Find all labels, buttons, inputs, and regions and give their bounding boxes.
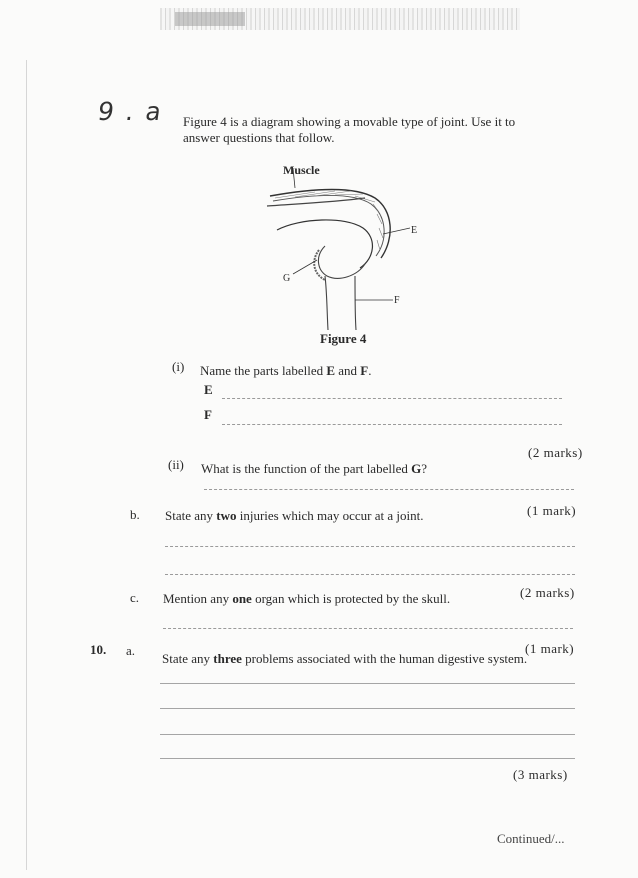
part-c-marks: (1 mark) xyxy=(525,641,575,656)
question-10-text xyxy=(162,651,527,667)
part-b-bold: two xyxy=(216,508,237,523)
figure-caption: Figure 4 xyxy=(320,331,367,346)
question-10-marks: (3 marks) xyxy=(513,767,568,782)
footer-continued: Continued/... xyxy=(497,831,565,846)
answer-line-10-3[interactable] xyxy=(160,734,575,735)
figure-label-e: E xyxy=(411,225,418,236)
answer-label-f: F xyxy=(204,407,212,422)
page-edge-shadow xyxy=(26,60,27,870)
q10-text-a: State any xyxy=(162,651,214,666)
answer-line-10-2[interactable] xyxy=(160,708,575,709)
question-10-number: 10. xyxy=(90,642,107,657)
part-i-text: Name the parts labelled xyxy=(200,363,327,378)
answer-line-part-ii[interactable] xyxy=(204,489,574,490)
part-i-bold-e: E xyxy=(326,363,336,378)
part-i-end: . xyxy=(368,363,372,378)
part-b-question xyxy=(165,508,424,524)
part-b-text-b: injuries which may occur at a joint. xyxy=(236,508,424,523)
part-ii-end: ? xyxy=(421,461,428,476)
answer-line-10-1[interactable] xyxy=(160,683,575,684)
joint-diagram xyxy=(255,158,435,333)
part-b-letter: b. xyxy=(130,507,140,522)
answer-line-b-2[interactable] xyxy=(165,574,575,575)
figure-label-muscle: Muscle xyxy=(283,163,320,177)
part-i-question xyxy=(200,363,372,379)
figure-label-g: G xyxy=(283,273,291,284)
answer-line-e[interactable] xyxy=(222,398,562,399)
part-ii-number: (ii) xyxy=(168,457,184,472)
part-c-text-b: organ which is protected by the skull. xyxy=(251,591,451,606)
intro-line-2: answer questions that follow. xyxy=(183,130,335,145)
scan-noise-blot xyxy=(175,12,245,26)
answer-line-c[interactable] xyxy=(163,628,573,629)
intro-line-1: Figure 4 is a diagram showing a movable type of joint. Use it to xyxy=(183,114,516,129)
part-c-bold: one xyxy=(232,591,252,606)
figure-label-f: F xyxy=(394,295,400,306)
question-10-letter: a. xyxy=(126,643,136,658)
part-i-bold-f: F xyxy=(360,363,369,378)
part-ii-question xyxy=(201,461,427,477)
part-c-text-a: Mention any xyxy=(163,591,233,606)
part-i-and: and xyxy=(335,363,361,378)
joint-diagram-svg xyxy=(255,158,435,333)
part-c-question xyxy=(163,591,450,607)
answer-line-f[interactable] xyxy=(222,424,562,425)
answer-label-e: E xyxy=(204,382,213,397)
q10-text-b: problems associated with the human digestive system. xyxy=(241,651,528,666)
part-ii-marks: (1 mark) xyxy=(527,503,577,518)
answer-line-b-1[interactable] xyxy=(165,546,575,547)
answer-line-10-4[interactable] xyxy=(160,758,575,759)
part-c-letter: c. xyxy=(130,590,140,605)
part-b-text-a: State any xyxy=(165,508,217,523)
q10-bold: three xyxy=(213,651,242,666)
part-b-marks: (2 marks) xyxy=(520,585,575,600)
part-ii-bold-g: G xyxy=(411,461,422,476)
part-ii-text: What is the function of the part labelled xyxy=(201,461,412,476)
part-i-marks: (2 marks) xyxy=(528,445,583,460)
handwritten-question-number: 9 . a xyxy=(95,97,166,126)
part-i-number: (i) xyxy=(172,359,185,374)
